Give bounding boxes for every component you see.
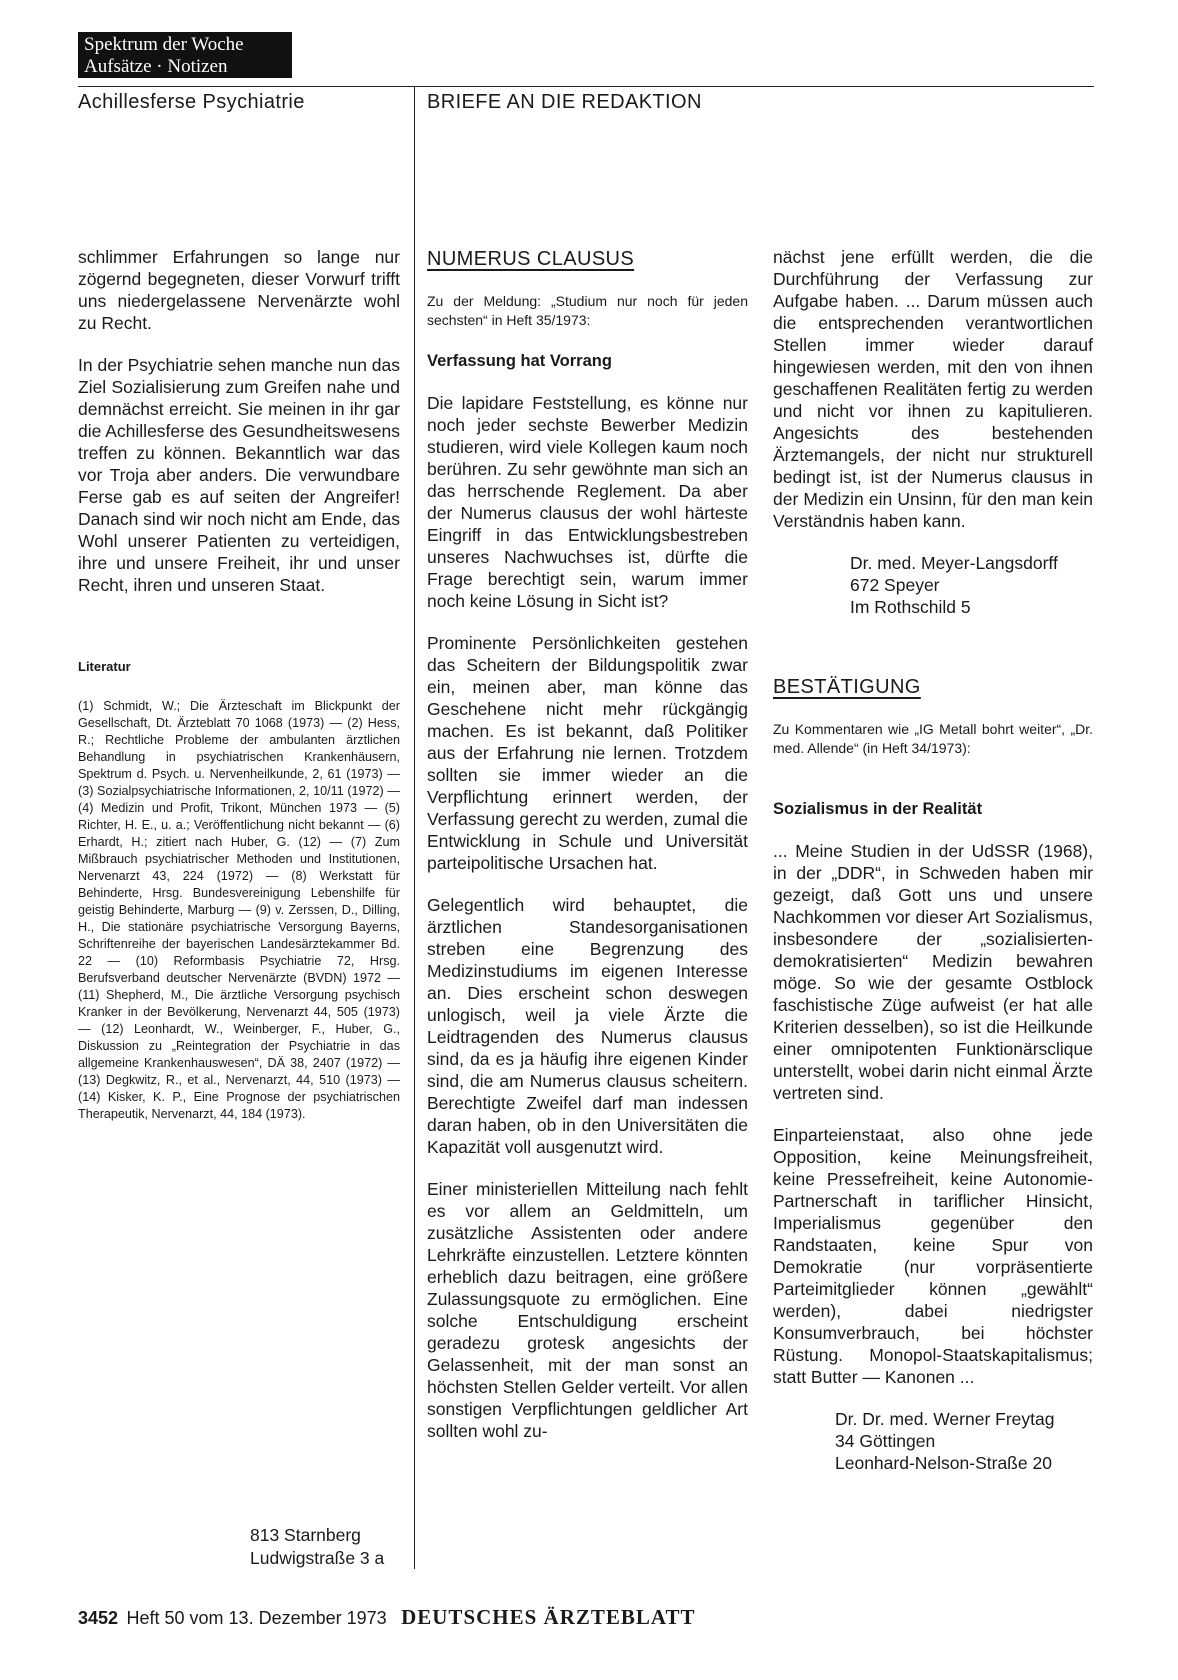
paragraph: Gelegentlich wird behauptet, die ärztlichen Standesorganisationen streben eine Begrenzung des Medizinstudiums im eigenen Interesse an. Dies erscheint schon deswegen unlogisch, weil ja viele Ärzte die Leidtragenden des Numerus clausus sind, da es ja häufig ihre eigenen Kinder sind, die am Numerus clausus scheitern. Berechtigte Zweifel darf man indessen daran haben, ob in den Universitäten die Kapazität voll ausgenutzt wird. (427, 895, 748, 1157)
letter-rubric (773, 674, 1093, 700)
top-rule (78, 86, 1094, 87)
signature-line: Leonhard-Nelson-Straße 20 (835, 1453, 1052, 1473)
signature-block (835, 1408, 1093, 1474)
masthead-line2: Aufsätze · Notizen (84, 56, 228, 77)
paragraph: In der Psychiatrie sehen manche nun das Ziel Sozialisierung zum Greifen nahe und demnächst erreicht. Sie meinen in ihr gar die Achillesferse des Gesundheitswesens treffen zu können. Bekanntlich war das vor Troja aber anders. Die verwundbare Ferse gab es auf seiten der Angreifer! Danach sind wir noch nicht am Ende, das Wohl unserer Patienten zu verteidigen, ihre und unsere Freiheit, ihr und unser Recht, ihren und unseren Staat. (78, 355, 400, 595)
journal-name: DEUTSCHES ÄRZTEBLATT (401, 1605, 696, 1629)
issue-info: Heft 50 vom 13. Dezember 1973 (126, 1608, 387, 1628)
letter-reference-note: Zu Kommentaren wie „IG Metall bohrt weiter“, „Dr. med. Allende“ (in Heft 34/1973): (773, 721, 1093, 756)
paragraph: schlimmer Erfahrungen so lange nur zögernd begegneten, dieser Vorwurf trifft uns niedergelassene Nervenärzte wohl zu Recht. (78, 247, 400, 333)
letter-reference-note: Zu der Meldung: „Studium nur noch für jeden sechsten“ in Heft 35/1973: (427, 293, 748, 328)
signature-line: Im Rothschild 5 (850, 597, 971, 617)
column-divider (414, 86, 415, 1569)
column-3 (773, 246, 1093, 1494)
page-number: 3452 (78, 1608, 119, 1628)
letter-rubric (427, 246, 748, 272)
signature-line: Dr. Dr. med. Werner Freytag (835, 1409, 1055, 1429)
letter-title: Sozialismus in der Realität (773, 800, 983, 818)
author-address (250, 1524, 400, 1570)
column-2 (427, 246, 748, 1462)
paragraph: Prominente Persönlichkeiten gestehen das Scheitern der Bildungspolitik zwar ein, meinen aber, man könne das Geschehene nicht mehr rückgängig machen. Es ist bekannt, daß Politiker aus der Erfahrung nie lernen. Trotzdem sollten sie immer wieder an die Verpflichtung erinnert werden, der Verfassung gerecht zu werden, zumal die Entwicklung in Schule und Universität parteipolitische Ursachen hat. (427, 633, 749, 873)
paragraph: Einparteienstaat, also ohne jede Opposition, keine Meinungsfreiheit, keine Pressefreiheit, keine Autonomie-Partnerschaft in tariflicher Hinsicht, Imperialismus gegenüber den Randstaaten, keine Spur von Demokratie (nur vorpräsentierte Parteimitglieder können „gewählt“ werden), dabei niedrigster Konsumverbrauch, bei höchster Rüstung. Monopol-Staatskapitalismus; statt Butter — Kanonen ... (773, 1125, 1093, 1387)
paragraph: ... Meine Studien in der UdSSR (1968), in der „DDR“, in Schweden haben mir gezeigt, daß Gott uns und unsere Nachkommen vor dieser Art Sozialismus, insbesondere der „sozialisierten-demokratisierten“ Medizin bewahren möge. So wie der gesamte Ostblock faschistische Züge aufweist (er hat alle Kriterien desselben), so ist die Heilkunde einer omnipotenten Funktionärsclique unterstellt, wobei darin nicht einmal Ärzte vertreten sind. (773, 841, 1093, 1103)
reference-list: (1) Schmidt, W.; Die Ärzteschaft im Blickpunkt der Gesellschaft, Dt. Ärzteblatt 70 1068 (1973) — (2) Hess, R.; Rechtliche Probleme der ambulanten ärztlichen Behandlung in psychiatrischen Krankenhäusern, Spektrum d. Psych. u. Nervenheilkunde, 2, 61 (1973) — (3) Sozialpsychiatrische Informationen, 2, 10/11 (1972) — (4) Medizin und Profit, Trikont, München 1973 — (5) Richter, H. E., u. a.; Veröffentlichung nicht bekannt — (6) Erhardt, H.; zitiert nach Huber, G. (12) — (7) Zum Mißbrauch psychiatrischer Methoden und Institutionen, Nervenarzt 43, 224 (1972) — (8) Werkstatt für Behinderte, Hrsg. Bundesvereinigung Lebenshilfe für geistig Behinderte, Marburg — (9) v. Zerssen, D., Dilling, H., Die stationäre psychiatrische Versorgung Bayerns, Schriftenreihe der bayerischen Landesärztekammer Bd. 22 — (10) Reformbasis Psychiatrie 72, Hrsg. Berufsverband deutscher Nervenärzte (BVDN) 1972 — (11) Shepherd, M., Die ärztliche Versorgung psychisch Kranker in der Bevölkerung, Nervenarzt 44, 505 (1973) — (12) Leonhardt, W., Weinberger, F., Huber, G., Diskussion zu „Reintegration der Psychiatrie in das allgemeine Krankenhauswesen“, DÄ 38, 2407 (1972) — (13) Degkwitz, R., et al., Nervenarzt, 44, 510 (1973) — (14) Kisker, K. P., Eine Prognose der psychiatrischen Therapeutik, Nervenarzt, 44, 184 (1973). (78, 699, 400, 1121)
masthead (78, 32, 292, 78)
rubric-text: NUMERUS CLAUSUS (427, 248, 635, 270)
signature-line: 34 Göttingen (835, 1431, 936, 1451)
signature-block (850, 552, 1093, 618)
address-line: 813 Starnberg (250, 1525, 361, 1545)
column-1 (78, 246, 400, 1143)
letter-title: Verfassung hat Vorrang (427, 352, 612, 370)
literature-heading: Literatur (78, 659, 131, 674)
paragraph: Einer ministeriellen Mitteilung nach fehlt es vor allem an Geldmitteln, um zusätzliche Assistenten oder andere Lehrkräfte einzustellen. Letztere könnten erheblich dazu beitragen, eine größere Zulassungsquote zu ermöglichen. Eine solche Entschuldigung erscheint geradezu grotesk angesichts der Gelassenheit, mit der man sonst an höchsten Stellen Gelder verteilt. Vor allen sonstigen Verpflichtungen geldlicher Art sollten wohl zu- (427, 1179, 749, 1441)
page-footer (78, 1605, 696, 1630)
rubric-text: BESTÄTIGUNG (773, 676, 921, 698)
signature-line: 672 Speyer (850, 575, 940, 595)
masthead-line1: Spektrum der Woche (84, 34, 244, 55)
section-title-right: BRIEFE AN DIE REDAKTION (427, 91, 702, 113)
address-line: Ludwigstraße 3 a (250, 1548, 385, 1568)
paragraph: nächst jene erfüllt werden, die die Durchführung der Verfassung zur Aufgabe haben. ... Darum müssen auch die entsprechenden verantwortlichen Stellen immer wieder darauf hingewiesen werden, mit den von ihnen geschaffenen Realitäten fertig zu werden und nicht vor ihnen zu kapitulieren. Angesichts des bestehenden Ärztemangels, der nicht nur strukturell bedingt ist, ist der Numerus clausus in der Medizin ein Unsinn, für den man kein Verständnis haben kann. (773, 247, 1093, 531)
signature-line: Dr. med. Meyer-Langsdorff (850, 553, 1058, 573)
paragraph: Die lapidare Feststellung, es könne nur noch jeder sechste Bewerber Medizin studieren, wird viele Kollegen kaum noch berühren. Zu sehr gewöhnte man sich an das herrschende Reglement. Da aber der Numerus clausus der wohl härteste Eingriff in das Entwicklungsbestreben unseres Nachwuchses ist, dürfte die Frage berechtigt sein, warum immer noch keine Lösung in Sicht ist? (427, 393, 748, 611)
section-title-left: Achillesferse Psychiatrie (78, 91, 305, 113)
